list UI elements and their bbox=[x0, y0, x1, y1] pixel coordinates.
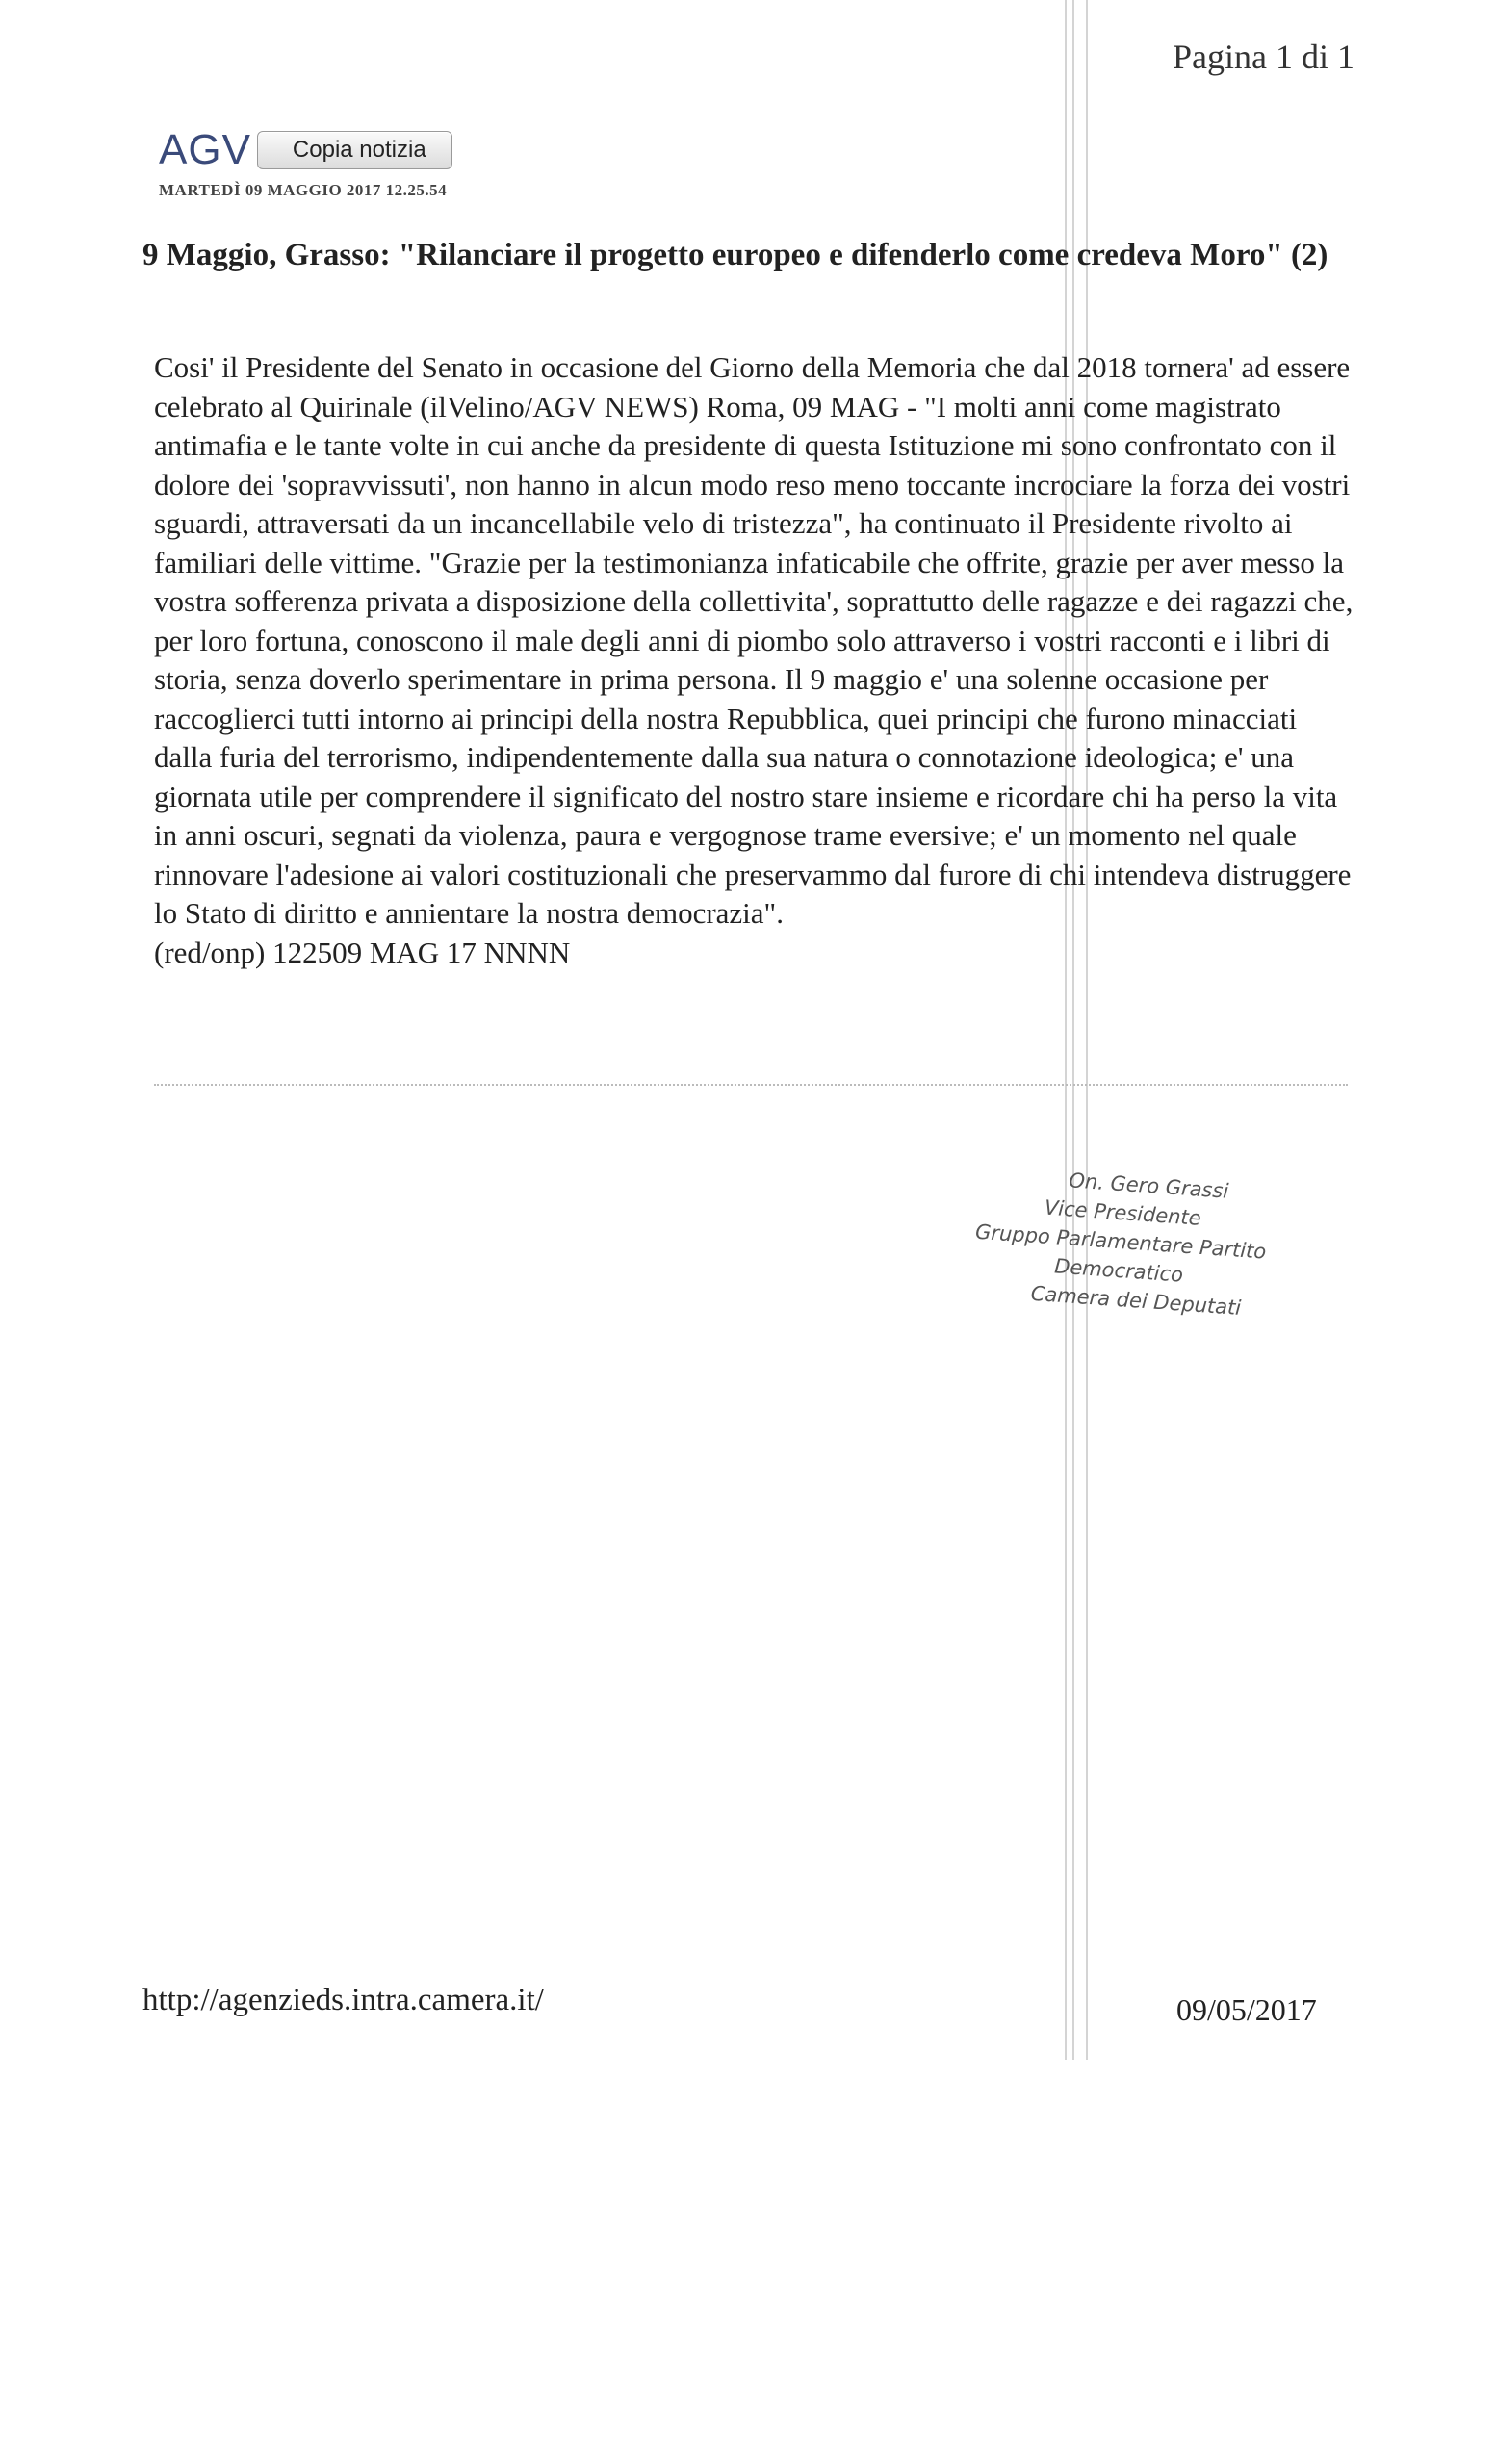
article-body bbox=[154, 348, 1357, 972]
dateline: MARTEDÌ 09 MAGGIO 2017 12.25.54 bbox=[159, 181, 448, 199]
article-signoff: (red/onp) 122509 MAG 17 NNNN bbox=[154, 935, 571, 969]
stamp-name: On. Gero Grassi bbox=[1068, 1168, 1230, 1203]
signature-stamp bbox=[905, 1155, 1337, 1328]
footer-url: http://agenzieds.intra.camera.it/ bbox=[142, 1983, 544, 2017]
stamp-group: Gruppo Parlamentare Partito Democratico bbox=[974, 1219, 1267, 1287]
divider bbox=[154, 1084, 1348, 1086]
article-title: 9 Maggio, Grasso: "Rilanciare il progetto europeo e difenderlo come credeva Moro" (2) bbox=[142, 238, 1328, 272]
scan-streak bbox=[1086, 0, 1088, 2060]
scan-streak bbox=[1072, 0, 1074, 2060]
article-body-text: Cosi' il Presidente del Senato in occasione del Giorno della Memoria che dal 2018 tornera' ad essere celebrato al Quirinale (ilVelino/AGV NEWS) Roma, 09 MAG - "I molti anni come magistrato antimafia e le tante volte in cui anche da presidente di questa Istituzione mi sono confrontato con il dolore dei 'sopravvissuti', non hanno in alcun modo reso meno toccante incrociare la forza dei vostri sguardi, attraversati da un incancellabile velo di tristezza", ha continuato il Presidente rivolto ai familiari delle vittime. "Grazie per la testimonianza infaticabile che offrite, grazie per aver messo la vostra sofferenza privata a disposizione della collettivita', soprattutto delle ragazze e dei ragazzi che, per loro fortuna, conoscono il male degli anni di piombo solo attraverso i vostri racconti e i libri di storia, senza doverlo sperimentare in prima persona. Il 9 maggio e' una solenne occasione per raccoglierci tutti intorno ai principi della nostra Repubblica, quei principi che furono minacciati dalla furia del terrorismo, indipendentemente dalla sua natura o connotazione ideologica; e' una giornata utile per comprendere il significato del nostro stare insieme e ricordare chi ha perso la vita in anni oscuri, segnati da violenza, paura e vergognose trame eversive; e' un momento nel quale rinnovare l'adesione ai valori costituzionali che preservammo dal furore di chi intendeva distruggere lo Stato di diritto e annientare la nostra democrazia". bbox=[154, 350, 1354, 930]
copy-news-button[interactable]: Copia notizia bbox=[257, 131, 452, 169]
agv-logo: AGV bbox=[159, 126, 251, 173]
scan-streak bbox=[1065, 0, 1067, 2060]
news-header bbox=[159, 127, 736, 200]
footer-date: 09/05/2017 bbox=[1176, 1992, 1317, 2027]
page-counter: Pagina 1 di 1 bbox=[1173, 38, 1354, 76]
agency-bar bbox=[159, 127, 736, 173]
stamp-chamber: Camera dei Deputati bbox=[1030, 1281, 1242, 1321]
stamp-role: Vice Presidente bbox=[1044, 1195, 1202, 1230]
